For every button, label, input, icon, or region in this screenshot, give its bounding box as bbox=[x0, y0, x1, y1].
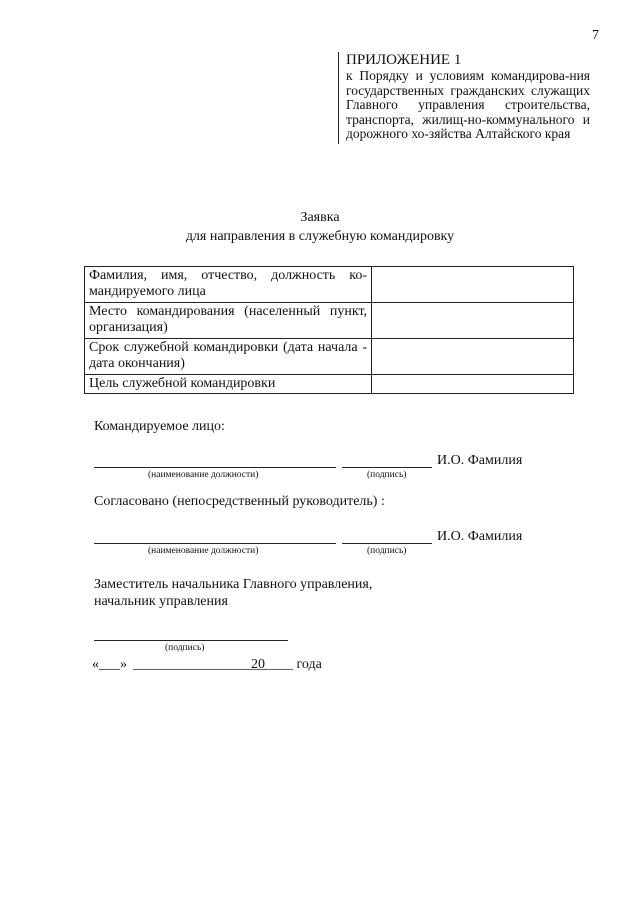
employee-signature-caption: (подпись) bbox=[367, 470, 407, 480]
application-table bbox=[84, 266, 574, 394]
deputy-title-line1: Заместитель начальника Главного управления, bbox=[94, 577, 373, 592]
date-month[interactable]: ___________________ bbox=[133, 657, 266, 672]
approved-heading: Согласовано (непосредственный руководитель) : bbox=[94, 494, 385, 509]
employee-position-caption: (наименование должности) bbox=[148, 470, 259, 480]
table-row bbox=[85, 339, 574, 375]
manager-signature-caption: (подпись) bbox=[367, 546, 407, 556]
row-label-name: Фамилия, имя, отчество, должность ко-мандируемого лица bbox=[85, 267, 372, 303]
table-row bbox=[85, 303, 574, 339]
employee-name: И.О. Фамилия bbox=[437, 453, 523, 468]
employee-position-line[interactable] bbox=[94, 467, 336, 468]
table-row bbox=[85, 375, 574, 394]
date-day[interactable]: «___» bbox=[92, 657, 127, 672]
employee-heading: Командируемое лицо: bbox=[94, 419, 225, 434]
employee-signature-line[interactable] bbox=[342, 467, 432, 468]
row-value-name[interactable] bbox=[372, 267, 574, 303]
deputy-title-line2: начальник управления bbox=[94, 594, 228, 609]
manager-position-line[interactable] bbox=[94, 543, 336, 544]
row-label-place: Место командирования (населенный пункт, организация) bbox=[85, 303, 372, 339]
table-row bbox=[85, 267, 574, 303]
row-value-purpose[interactable] bbox=[372, 375, 574, 394]
page-number: 7 bbox=[592, 28, 599, 43]
manager-signature-line[interactable] bbox=[342, 543, 432, 544]
appendix-text: к Порядку и условиям командирова-ния государственных гражданских служащих Главного управления строительства, транспорта, жилищ-но-коммунального и дорожного хо-зяйства Алтайского края bbox=[346, 68, 590, 142]
manager-position-caption: (наименование должности) bbox=[148, 546, 259, 556]
appendix-title: ПРИЛОЖЕНИЕ 1 bbox=[346, 52, 462, 68]
deputy-signature-caption: (подпись) bbox=[165, 643, 205, 653]
document-subtitle: для направления в служебную командировку bbox=[185, 229, 455, 244]
date-year[interactable]: 20____ года bbox=[251, 657, 322, 672]
row-label-purpose: Цель служебной командировки bbox=[85, 375, 372, 394]
manager-name: И.О. Фамилия bbox=[437, 529, 523, 544]
row-label-period: Срок служебной командировки (дата начала - дата окончания) bbox=[85, 339, 372, 375]
row-value-period[interactable] bbox=[372, 339, 574, 375]
deputy-signature-line[interactable] bbox=[94, 640, 288, 641]
row-value-place[interactable] bbox=[372, 303, 574, 339]
document-title: Заявка bbox=[300, 210, 340, 225]
